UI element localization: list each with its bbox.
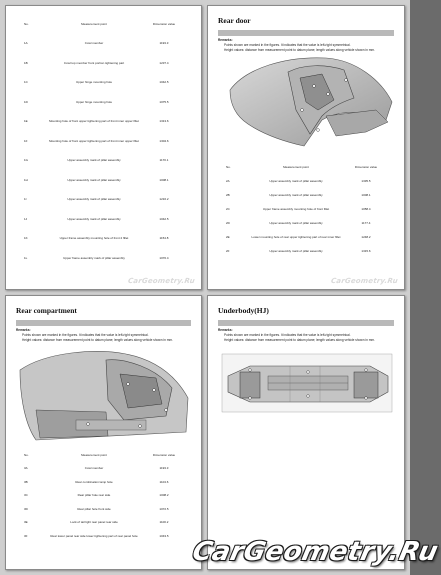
cell-name: Upper frame assembly mounting hole of front 2 fillet bbox=[59, 236, 129, 241]
cell-dim: 1177.4 bbox=[361, 221, 371, 225]
cell-dim: 1304.6 bbox=[159, 138, 169, 143]
cell-name: Measurement point bbox=[81, 21, 107, 26]
cell-no: 3C bbox=[24, 493, 28, 498]
table-row bbox=[212, 202, 386, 216]
page-4 bbox=[207, 295, 405, 570]
cell-no: 2E bbox=[226, 235, 230, 239]
cell-name: Upper assembly mark of pillar assembly bbox=[269, 221, 323, 225]
cell-dim: 1043.5 bbox=[159, 533, 169, 538]
cell-name: Upper assembly mark of pillar assembly bbox=[269, 179, 323, 183]
table-row bbox=[10, 34, 184, 54]
cell-dim: 1008.1 bbox=[159, 177, 169, 182]
cell-name: Cowl member bbox=[84, 466, 104, 471]
cell-name: Upper hinge mounting hole bbox=[75, 80, 113, 85]
cell-no: 1B bbox=[24, 60, 28, 65]
header-bar bbox=[218, 320, 394, 326]
cell-name: Upper assembly mark of pillar assembly bbox=[269, 193, 323, 197]
cell-name: Lock of tail light rear panel rear side bbox=[70, 520, 118, 525]
cell-name: Measurement point bbox=[283, 165, 309, 169]
table-row bbox=[10, 131, 184, 151]
cell-no: 1G bbox=[24, 158, 29, 163]
table-header-row bbox=[10, 448, 184, 462]
cell-no: No. bbox=[226, 165, 231, 169]
cell-dim: 1315.6 bbox=[361, 249, 371, 253]
table-row bbox=[10, 170, 184, 190]
cell-dim: 1008.2 bbox=[159, 493, 169, 498]
measurement-table-3 bbox=[10, 448, 184, 543]
cell-dim: 1216.2 bbox=[159, 197, 169, 202]
table-row bbox=[10, 502, 184, 516]
cell-no: 1K bbox=[24, 236, 28, 241]
table-row bbox=[212, 230, 386, 244]
cell-dim: 1104.6 bbox=[159, 479, 169, 484]
cell-dim: 1008.1 bbox=[361, 193, 371, 197]
cell-name: Measurement point bbox=[81, 452, 107, 457]
cell-no: No. bbox=[24, 452, 29, 457]
cell-name: Rear lower panel rear side lower tightening part of rear panel hole bbox=[50, 533, 138, 538]
cell-no: 1F bbox=[24, 138, 28, 143]
header-bar bbox=[16, 320, 191, 326]
cell-no: 2F bbox=[226, 249, 230, 253]
remarks-block bbox=[218, 328, 394, 342]
cell-no: 3F bbox=[24, 533, 28, 538]
remark-line: Height values: distance from measurement point to datum plane; length values along vehicle shown in mm. bbox=[224, 48, 375, 52]
cell-name: Upper assembly mark of pillar assembly bbox=[67, 197, 121, 202]
table-row bbox=[10, 190, 184, 210]
table-row bbox=[10, 489, 184, 503]
watermark-small-2: CarGeometry.Ru bbox=[330, 277, 399, 285]
table-row bbox=[10, 229, 184, 249]
page-1 bbox=[5, 5, 202, 290]
remarks-title: Remarks: bbox=[218, 38, 233, 42]
table-row bbox=[10, 73, 184, 93]
table-row bbox=[10, 112, 184, 132]
page-3 bbox=[5, 295, 202, 570]
table-row bbox=[212, 244, 386, 258]
cell-dim: 1335.5 bbox=[361, 179, 371, 183]
cell-name: Lower mounting hole of rear upper tightening part of rear inner fillet bbox=[251, 235, 341, 239]
cell-dim: 1193.3 bbox=[159, 41, 169, 46]
cell-no: 1I bbox=[24, 197, 27, 202]
cell-name: Upper hinge mounting hole bbox=[75, 99, 113, 104]
table-row bbox=[10, 529, 184, 543]
cell-dim: 1072.5 bbox=[159, 506, 169, 511]
cell-dim: Dimension value bbox=[152, 21, 176, 26]
cell-dim: 1193.3 bbox=[159, 466, 169, 471]
table-header-row bbox=[10, 14, 184, 34]
cell-no: 1L bbox=[24, 255, 28, 260]
cell-no: 3E bbox=[24, 520, 28, 525]
cell-name: Rear pillar hole rear side bbox=[77, 493, 111, 498]
remark-line: Height values: distance from measurement point to datum plane; length values along vehicle shown in mm. bbox=[224, 338, 375, 342]
table-row bbox=[10, 53, 184, 73]
table-row bbox=[212, 216, 386, 230]
cell-dim: 1058.4 bbox=[361, 207, 371, 211]
table-row bbox=[10, 462, 184, 476]
remarks-title: Remarks: bbox=[218, 328, 233, 332]
table-row bbox=[212, 174, 386, 188]
cell-dim: 1042.5 bbox=[159, 216, 169, 221]
watermark-small-1: CarGeometry.Ru bbox=[127, 277, 196, 285]
cell-name: Cowl member bbox=[84, 41, 104, 46]
cell-dim: 1170.1 bbox=[159, 158, 169, 163]
cell-name: Upper frame assembly mounting hole of front fillet bbox=[262, 207, 330, 211]
cell-dim: 1248.2 bbox=[361, 235, 371, 239]
cell-dim: 1042.5 bbox=[159, 80, 169, 85]
cell-dim: 1075.5 bbox=[159, 99, 169, 104]
rear-compartment-figure bbox=[16, 340, 194, 444]
cell-no: 3D bbox=[24, 506, 28, 511]
header-bar bbox=[218, 30, 394, 36]
cell-dim: 1154.8 bbox=[159, 236, 169, 241]
cell-dim: 1237.4 bbox=[159, 60, 169, 65]
page-2 bbox=[207, 5, 405, 290]
cell-name: Upper assembly mark of pillar assembly bbox=[269, 249, 323, 253]
measurement-table-1 bbox=[10, 14, 184, 268]
table-row bbox=[10, 475, 184, 489]
section-title-rear-compartment: Rear compartment bbox=[16, 306, 77, 315]
cell-dim: Dimension value bbox=[354, 165, 378, 169]
cell-name: Mounting hole of front upper tightening part of front inner upper fillet bbox=[49, 119, 139, 124]
cell-name: Mounting hole of front upper tightening part of front inner upper fillet bbox=[49, 138, 139, 143]
cell-no: No. bbox=[24, 21, 29, 26]
cell-no: 3A bbox=[24, 466, 28, 471]
table-row bbox=[10, 516, 184, 530]
cell-dim: Dimension value bbox=[152, 452, 176, 457]
cell-dim: 1100.2 bbox=[159, 520, 169, 525]
cell-name: Rear pillar hole front side bbox=[77, 506, 111, 511]
watermark-big: CarGeometry.Ru bbox=[189, 537, 441, 567]
cell-no: 1A bbox=[24, 41, 28, 46]
cell-name: Upper assembly mark of pillar assembly bbox=[67, 158, 121, 163]
cell-no: 2D bbox=[226, 221, 230, 225]
cell-no: 1J bbox=[24, 216, 28, 221]
cell-no: 1H bbox=[24, 177, 28, 182]
cell-no: 2A bbox=[226, 179, 230, 183]
cell-no: 1E bbox=[24, 119, 28, 124]
cell-name: Upper frame assembly mark of pillar assembly bbox=[63, 255, 125, 260]
remarks-title: Remarks: bbox=[16, 328, 31, 332]
table-row bbox=[212, 188, 386, 202]
cell-name: Rear combination lamp hole bbox=[75, 479, 113, 484]
cell-name: Upper assembly mark of pillar assembly bbox=[67, 177, 121, 182]
table-row bbox=[10, 151, 184, 171]
measurement-table-2 bbox=[212, 160, 386, 258]
table-row bbox=[10, 209, 184, 229]
remark-line: Points shown are marked in the figures. It indicates that the value is left-right symmetrical. bbox=[22, 333, 149, 337]
cell-no: 2B bbox=[226, 193, 230, 197]
remark-line: Height values: distance from measurement point to datum plane; length values along vehicle shown in mm. bbox=[22, 338, 173, 342]
remark-line: Points shown are marked in the figures. It indicates that the value is left-right symmetrical. bbox=[224, 333, 351, 337]
table-header-row bbox=[212, 160, 386, 174]
cell-no: 3B bbox=[24, 479, 28, 484]
cell-dim: 1070.4 bbox=[159, 255, 169, 260]
section-title-rear-door: Rear door bbox=[218, 16, 251, 25]
table-row bbox=[10, 92, 184, 112]
underbody-figure bbox=[220, 352, 394, 414]
cell-name: Cowl top member front portion tightening part bbox=[63, 60, 125, 65]
cell-no: 2C bbox=[226, 207, 230, 211]
cell-dim: 1313.6 bbox=[159, 119, 169, 124]
cell-no: 1C bbox=[24, 80, 28, 85]
section-title-underbody: Underbody(HJ) bbox=[218, 306, 269, 315]
cell-name: Upper assembly mark of pillar assembly bbox=[67, 216, 121, 221]
cell-no: 1D bbox=[24, 99, 28, 104]
rear-door-figure bbox=[226, 50, 396, 155]
remark-line: Points shown are marked in the figures. It indicates that the value is left-right symmetrical. bbox=[224, 43, 351, 47]
table-row bbox=[10, 248, 184, 268]
